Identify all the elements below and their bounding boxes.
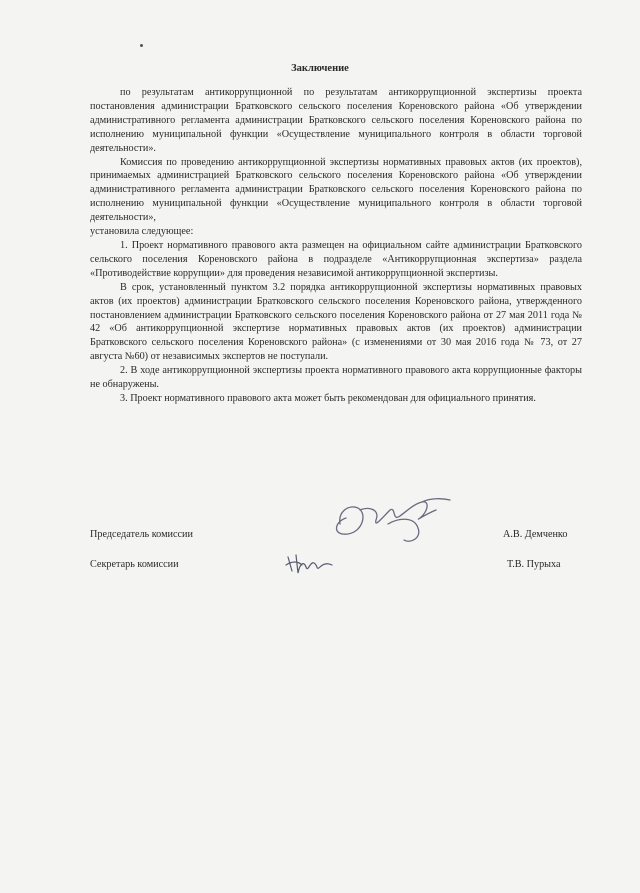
point-2-paragraph: 2. В ходе антикоррупционной экспертизы проекта нормативного правового акта коррупционные факторы не обнаружены.: [90, 365, 582, 391]
scan-speck: [140, 44, 143, 47]
secretary-title: Секретарь комиссии: [90, 559, 179, 570]
deadline-paragraph: В срок, установленный пунктом 3.2 порядка антикоррупционной экспертизы нормативных правовых актов (их проектов) администрации Братковского сельского поселения Кореновского района, утвержденного постановлением администрации Братковского сельского поселения Кореновского района от 27 мая 2011 года № 42 «Об антикоррупционной экспертизе нормативных правовых актов (их проектов) администрации Братковского сельского поселения Кореновского района» (с изменениями от 30 мая 2016 года № 73, от 27 августа №60) от независимых экспертов не поступали.: [90, 281, 582, 363]
document-body: [90, 86, 582, 406]
secretary-signature: [282, 549, 342, 579]
secretary-name: Т.В. Пурыха: [507, 559, 561, 570]
established-line: установила следующее:: [90, 226, 194, 238]
chair-signature: [318, 488, 468, 546]
chair-name: А.В. Демченко: [503, 529, 568, 540]
point-3-paragraph: 3. Проект нормативного правового акта может быть рекомендован для официального принятия.: [120, 392, 536, 404]
chair-title: Председатель комиссии: [90, 529, 193, 540]
point-1-paragraph: 1. Проект нормативного правового акта размещен на официальном сайте администрации Братковского сельского поселения Кореновского района в подразделе «Антикоррупционная экспертиза» раздела «Противодействие коррупции» для проведения независимой антикоррупционной экспертизы.: [90, 239, 582, 279]
document-title: Заключение: [291, 63, 349, 74]
commission-paragraph: Комиссия по проведению антикоррупционной экспертизы нормативных правовых актов (их проектов), принимаемых администрацией Братковского сельского поселения Кореновского района «Об утверждении административного регламента администрации Братковского сельского поселения Кореновского района по исполнению муниципальной функции «Осуществление муниципального контроля в области торговой деятельности»,: [90, 156, 582, 224]
intro-paragraph: по результатам антикоррупционной по результатам антикоррупционной экспертизы проекта постановления администрации Братковского сельского поселения Кореновского района «Об утверждении административного регламента администрации Братковского сельского поселения Кореновского района по исполнению муниципальной функции «Осуществление муниципального контроля в области торговой деятельности».: [90, 87, 582, 154]
